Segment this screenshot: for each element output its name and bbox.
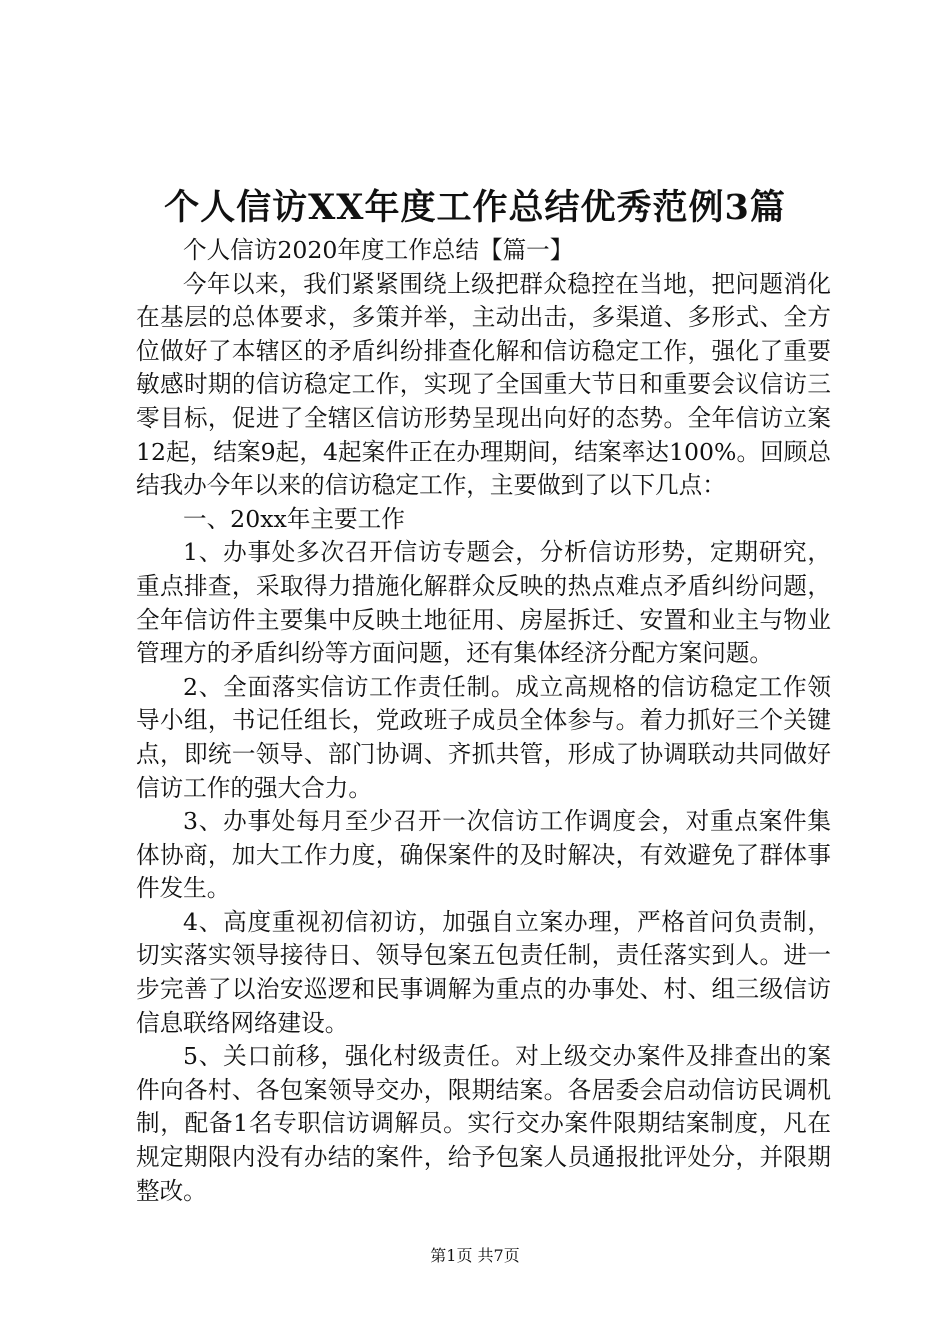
- section-heading-part-one: 个人信访2020年度工作总结【篇一】: [183, 236, 574, 264]
- paragraph-item-5: 5、关口前移，强化村级责任。对上级交办案件及排查出的案件向各村、各包案领导交办，限期结案。各居委会启动信访民调机制，配备1名专职信访调解员。实行交办案件限期结案制度，凡在规定期限内没有办结的案件，给予包案人员通报批评处分，并限期整改。: [136, 1042, 831, 1205]
- paragraph-item-1: 1、办事处多次召开信访专题会，分析信访形势，定期研究，重点排查，采取得力措施化解群众反映的热点难点矛盾纠纷问题，全年信访件主要集中反映土地征用、房屋拆迁、安置和业主与物业管理方的矛盾纠纷等方面问题，还有集体经济分配方案问题。: [136, 538, 831, 668]
- section-heading-main-work: 一、20xx年主要工作: [183, 504, 405, 533]
- document-body: [136, 234, 831, 1208]
- document-title: 个人信访XX年度工作总结优秀范例3篇: [164, 187, 786, 228]
- paragraph-item-3: 3、办事处每月至少召开一次信访工作调度会，对重点案件集体协商，加大工作力度，确保案件的及时解决，有效避免了群体事件发生。: [136, 807, 831, 903]
- paragraph-item-4: 4、高度重视初信初访，加强自立案办理，严格首问负责制，切实落实领导接待日、领导包案五包责任制，责任落实到人。进一步完善了以治安巡逻和民事调解为重点的办事处、村、组三级信访信息联络网络建设。: [136, 907, 831, 1037]
- paragraph-item-2: 2、全面落实信访工作责任制。成立高规格的信访稳定工作领导小组，书记任组长，党政班子成员全体参与。着力抓好三个关键点，即统一领导、部门协调、齐抓共管，形成了协调联动共同做好信访工作的强大合力。: [136, 672, 831, 802]
- page-number-footer: 第1页 共7页: [430, 1246, 520, 1265]
- paragraph-intro: 今年以来，我们紧紧围绕上级把群众稳控在当地，把问题消化在基层的总体要求，多策并举，主动出击，多渠道、多形式、全方位做好了本辖区的矛盾纠纷排查化解和信访稳定工作，强化了重要敏感时期的信访稳定工作，实现了全国重大节日和重要会议信访三零目标，促进了全辖区信访形势呈现出向好的态势。全年信访立案12起，结案9起，4起案件正在办理期间，结案率达100%。回顾总结我办今年以来的信访稳定工作，主要做到了以下几点：: [136, 269, 831, 500]
